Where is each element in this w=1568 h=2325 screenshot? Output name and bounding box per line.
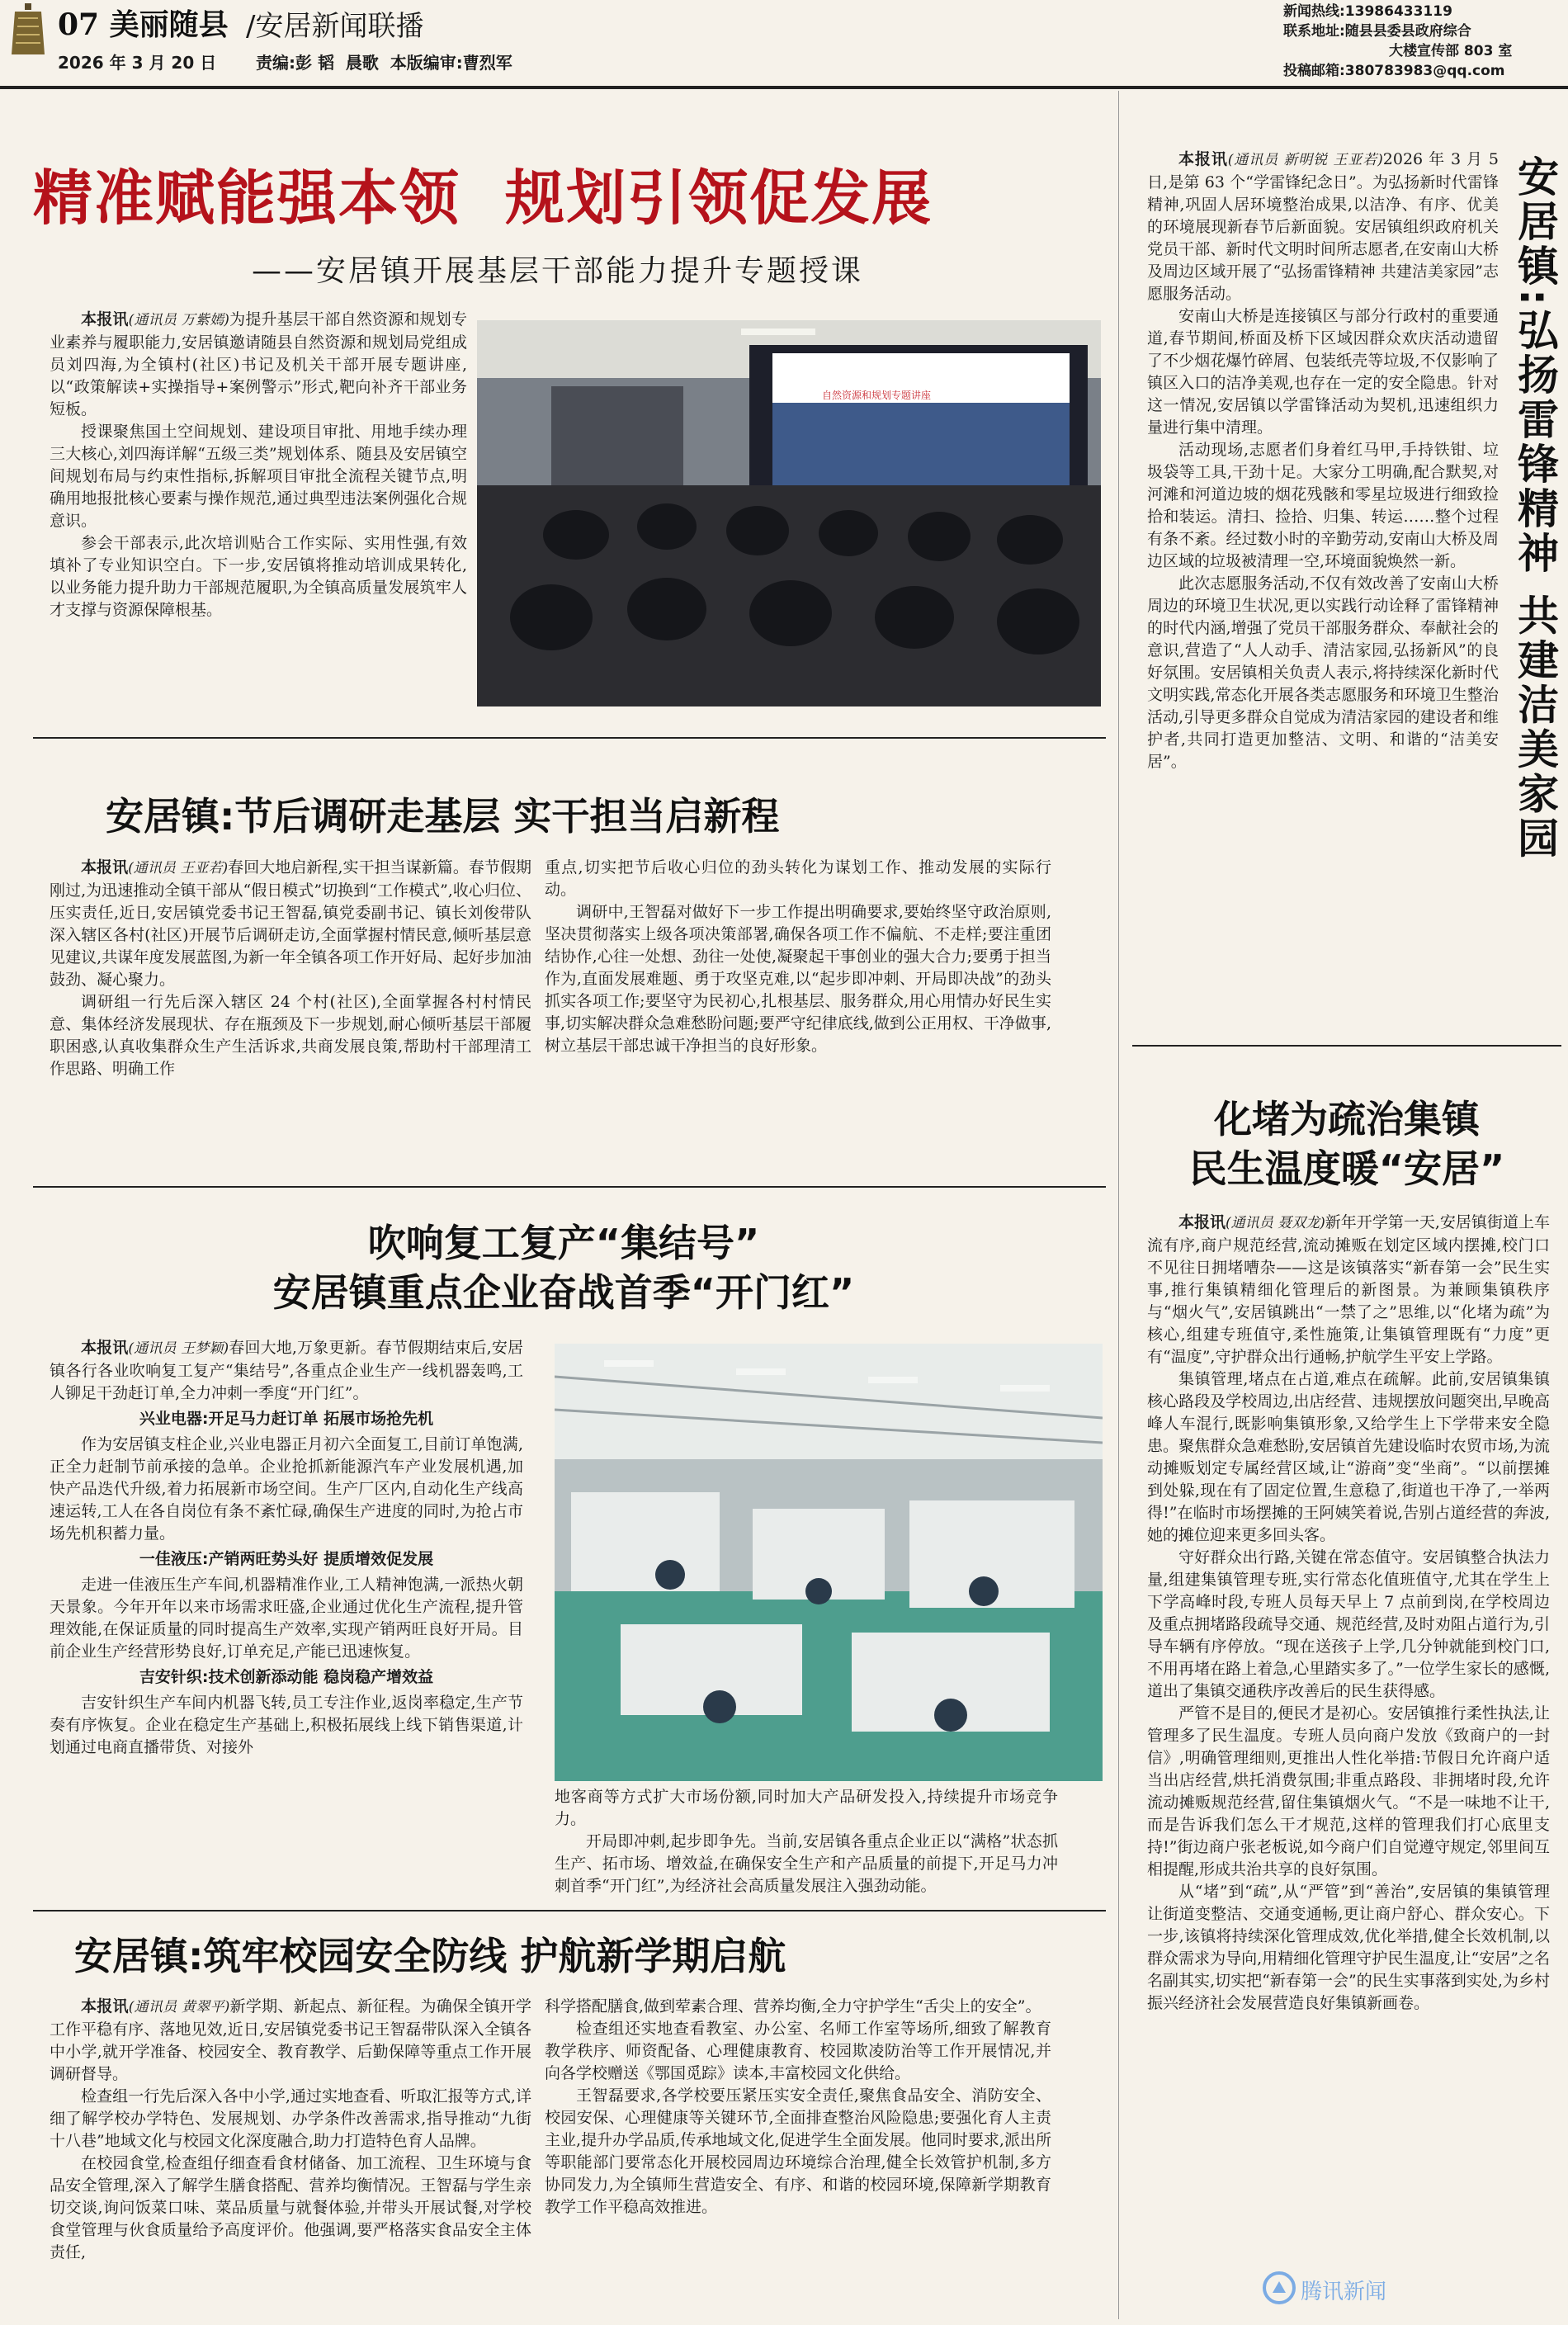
article1-paragraph: 本报讯(通讯员 万紫嫣)为提升基层干部自然资源和规划专业素养与履职能力,安居镇邀请随县自然资源和规划局党组成员刘四海,为全镇村(社区)书记及机关干部开展专题讲座,以“政策解读+实操指导+案例警示”形式,靶向补齐干部业务短板。	[50, 310, 467, 418]
article4-paragraph: 检查组一行先后深入各中小学,通过实地查看、听取汇报等方式,详细了解学校办学特色、发展规划、办学条件改善需求,指导推动“九街十八巷”地域文化与校园文化深度融合,助力打造特色育人品牌。	[50, 2087, 531, 2150]
section-rule	[1132, 1045, 1561, 1047]
article2-title: 安居镇:节后调研走基层 实干担当启新程	[106, 794, 780, 839]
article3-intro: 本报讯(通讯员 王梦颖)春回大地,万象更新。春节假期结束后,安居镇各行各业吹响复工复产“集结号”,各重点企业生产一线机器轰鸣,工人铆足干劲赶订单,全力冲刺一季度“开门红”。	[50, 1339, 523, 1402]
article6-paragraph: 从“堵”到“疏”,从“严管”到“善治”,安居镇的集镇管理让街道变整洁、交通变通畅,更让商户舒心、群众安心。下一步,该镇将持续深化管理成效,优化举措,健全长效机制,以群众需求为导向,用精细化管理守护民生温度,让“安居”之名名副其实,切实把“新春第一会”的民生实事落到实处,为乡村振兴经济社会发展营造良好集镇新画卷。	[1147, 1883, 1550, 2012]
article3-subhead: 吉安针织:技术创新添动能 稳岗稳产增效益	[139, 1668, 434, 1686]
article6-paragraph: 本报讯(通讯员 聂双龙)新年开学第一天,安居镇街道上车流有序,商户规范经营,流动摊贩在划定区域内摆摊,校门口不见往日拥堵嘈杂——这是该镇落实“新春第一会”民生实事,推行集镇精细化管理后的新图景。为兼顾集镇秩序与“烟火气”,安居镇跳出“一禁了之”思维,以“化堵为疏”为核心,组建专班值守,柔性施策,让集镇管理既有“力度”更有“温度”,守护群众出行通畅,护航学生平安上学路。	[1147, 1213, 1550, 1366]
article5-paragraph: 活动现场,志愿者们身着红马甲,手持铁钳、垃圾袋等工具,干劲十足。大家分工明确,配合默契,对河滩和河道边坡的烟花残骸和零星垃圾进行细致捡拾和装运。清扫、捡拾、归集、转运……整个过程有条不紊。经过数小时的辛勤劳动,安南山大桥及周边区域的垃圾被清理一空,环境面貌焕然一新。	[1147, 441, 1499, 570]
section-rule	[33, 1910, 1106, 1912]
hotline: 新闻热线:13986433119	[1283, 3, 1452, 20]
section-rule	[33, 1186, 1106, 1188]
article6-body	[1147, 1212, 1550, 2319]
article1-body	[50, 309, 467, 718]
article5-paragraph: 本报讯(通讯员 新明锐 王亚若)2026 年 3 月 5 日,是第 63 个“学雷锋纪念日”。为弘扬新时代雷锋精神,巩固人居环境整治成果,以洁净、有序、优美的环境展现新春节后新面貌。安居镇组织政府机关党员干部、新时代文明时间所志愿者,在安南山大桥及周边区域开展了“弘扬雷锋精神 共建洁美家园”志愿服务活动。	[1147, 150, 1499, 303]
article3-title-line1: 吹响复工复产“集结号”	[367, 1221, 760, 1265]
article5-paragraph: 此次志愿服务活动,不仅有效改善了安南山大桥周边的环境卫生状况,更以实践行动诠释了雷锋精神的时代内涵,增强了党员干部服务群众、奉献社会的意识,营造了“人人动手、清洁家园,弘扬新风”的良好氛围。安居镇相关负责人表示,将持续深化新时代文明实践,常态化开展各类志愿服务和环境卫生整治活动,引导更多群众自觉成为清洁家园的建设者和维护者,共同打造更加整洁、文明、和谐的“洁美安居”。	[1147, 574, 1499, 771]
column-name: /安居新闻联播	[246, 10, 424, 43]
article6-title-line1: 化堵为疏治集镇	[1214, 1097, 1480, 1141]
article3-col2	[555, 1786, 1058, 1900]
article3-paragraph: 开局即冲刺,起步即争先。当前,安居镇各重点企业正以“满格”状态抓生产、拓市场、增效益,在确保安全生产和产品质量的前提下,开足马力冲刺首季“开门红”,为经济社会高质量发展注入强劲动能。	[555, 1832, 1058, 1895]
article3-paragraph: 吉安针织生产车间内机器飞转,员工专注作业,返岗率稳定,生产节奏有序恢复。企业在稳定生产基础上,积极拓展线上线下销售渠道,计划通过电商直播带货、对接外	[50, 1694, 523, 1756]
article5-body	[1147, 149, 1499, 1015]
column-divider	[1118, 91, 1119, 2319]
address-line2: 大楼宣传部 803 室	[1389, 43, 1513, 59]
article1-photo-lecture	[477, 320, 1101, 706]
article5-paragraph: 安南山大桥是连接镇区与部分行政村的重要通道,春节期间,桥面及桥下区域因群众欢庆活动遗留了不少烟花爆竹碎屑、包装纸壳等垃圾,不仅影响了镇区入口的洁净美观,也存在一定的安全隐患。针对这一情况,安居镇以学雷锋活动为契机,迅速组织力量进行集中清理。	[1147, 307, 1499, 437]
tencent-news-icon	[1263, 2271, 1296, 2304]
article1-paragraph: 参会干部表示,此次培训贴合工作实际、实用性强,有效填补了专业知识空白。下一步,安居镇将推动培训成果转化,以业务能力提升助力干部规范履职,为全镇高质量发展筑牢人才支撑与资源保障根基。	[50, 534, 467, 619]
article2-paragraph: 调研中,王智磊对做好下一步工作提出明确要求,要始终坚守政治原则,坚决贯彻落实上级各项决策部署,确保各项工作不偏航、不走样;要注重团结协作,心往一处想、劲往一处使,凝聚起干事创业的强大合力;要勇于担当作为,直面发展难题、勇于攻坚克难,以“起步即冲刺、开局即决战”的劲头抓实各项工作;要坚守为民初心,扎根基层、服务群众,用心用情办好民生实事,切实解决群众急难愁盼问题;要严守纪律底线,做到公正用权、干净做事,树立基层干部忠诚干净担当的良好形象。	[545, 903, 1051, 1055]
lecture-hall-scene	[477, 320, 1101, 706]
article2-paragraph: 调研组一行先后深入辖区 24 个村(社区),全面掌握各村村情民意、集体经济发展现状、存在瓶颈及下一步规划,耐心倾听基层干部履职困惑,认真收集群众生产生活诉求,共商发展良策,帮助村干部理清工作思路、明确工作	[50, 993, 531, 1078]
contact-block	[1283, 2, 1512, 81]
article3-subhead: 兴业电器:开足马力赶订单 拓展市场抢先机	[139, 1410, 434, 1428]
article2-col2	[545, 857, 1051, 1177]
article4-paragraph: 在校园食堂,检查组仔细查看食材储备、加工流程、卫生环境与食品安全管理,深入了解学生膳食搭配、营养均衡情况。王智磊与学生亲切交谈,询问饭菜口味、菜品质量与就餐体验,并带头开展试餐,对学校食堂管理与伙食质量给予高度评价。他强调,要严格落实食品安全主体责任,	[50, 2154, 531, 2261]
article1-paragraph: 授课聚焦国土空间规划、建设项目审批、用地手续办理三大核心,刘四海详解“五级三类”规划体系、随县及安居镇空间规划布局与约束性指标,拆解项目审批全流程关键节点,明确用地报批核心要素与操作规范,通过典型违法案例强化合规意识。	[50, 423, 467, 530]
article1-subtitle: ——安居镇开展基层干部能力提升专题授课	[252, 254, 864, 288]
article6-title-line2: 民生温度暖“安居”	[1188, 1146, 1505, 1191]
issue-date: 2026 年 3 月 20 日	[58, 53, 217, 73]
watermark-text: 腾讯新闻	[1301, 2280, 1387, 2304]
article1-title: 精准赋能强本领 规划引领促发展	[33, 163, 933, 233]
article2-col1	[50, 857, 531, 1177]
email: 投稿邮箱:380783983@qq.com	[1283, 63, 1505, 79]
article3-title-line2: 安居镇重点企业奋战首季“开门红”	[272, 1270, 855, 1315]
article3-col1	[50, 1337, 523, 1855]
article4-col1	[50, 1996, 531, 2319]
article4-col2	[545, 1996, 1051, 2319]
article3-subhead: 一佳液压:产销两旺势头好 提质增效促发展	[139, 1550, 434, 1568]
projector-screen-text: 自然资源和规划专题讲座	[822, 390, 932, 401]
article6-paragraph: 守好群众出行路,关键在常态值守。安居镇整合执法力量,组建集镇管理专班,实行常态化值班值守,尤其在学生上下学高峰时段,专班人员每天早上 7 点前到岗,在学校周边及重点拥堵路段疏导交通、规范经营,及时劝阻占道行为,引导车辆有序停放。“现在送孩子上学,几分钟就能到校门口,不用再堵在路上着急,心里踏实多了。”一位学生家长的感慨,道出了集镇交通秩序改善后的民生获得感。	[1147, 1548, 1550, 1700]
bell-logo-icon	[10, 3, 46, 56]
article3-photo-factory	[555, 1344, 1103, 1781]
article3-paragraph: 地客商等方式扩大市场份额,同时加大产品研发投入,持续提升市场竞争力。	[555, 1788, 1058, 1828]
article6-paragraph: 集镇管理,堵点在占道,难点在疏解。此前,安居镇集镇核心路段及学校周边,出店经营、违规摆放问题突出,早晚高峰人车混行,既影响集镇形象,又给学生上下学带来安全隐患。聚焦群众急难愁盼,安居镇首先建设临时农贸市场,为流动摊贩划定专属经营区域,让“游商”变“坐商”。“以前摆摊到处躲,现在有了固定位置,生意稳了,街道也干净了,一举两得!”在临时市场摆摊的王阿姨笑着说,告别占道经营的奔波,她的摊位迎来更多回头客。	[1147, 1370, 1550, 1544]
editors-line: 责编:彭 韬 晨歌 本版编审:曹烈军	[256, 53, 512, 73]
article4-title: 安居镇:筑牢校园安全防线 护航新学期启航	[74, 1934, 786, 1978]
address-line1: 联系地址:随县县委县政府综合	[1283, 23, 1471, 40]
article3-paragraph: 作为安居镇支柱企业,兴业电器正月初六全面复工,目前订单饱满,正全力赶制节前承接的急单。企业抢抓新能源汽车产业发展机遇,加快产品迭代升级,着力拓展新市场空间。生产厂区内,自动化生产线高速运转,工人在各自岗位有条不紊忙碌,确保生产进度的同时,为抢占市场先机积蓄力量。	[50, 1435, 523, 1543]
article4-paragraph: 本报讯(通讯员 黄翠平)新学期、新起点、新征程。为确保全镇开学工作平稳有序、落地见效,近日,安居镇党委书记王智磊带队深入全镇各中小学,就开学准备、校园安全、教育教学、后勤保障等重点工作开展调研督导。	[50, 1997, 531, 2083]
article4-paragraph: 科学搭配膳食,做到荤素合理、营养均衡,全力守护学生“舌尖上的安全”。	[545, 1997, 1041, 2015]
masthead	[0, 0, 1568, 91]
factory-floor-scene	[555, 1344, 1103, 1781]
article2-paragraph: 本报讯(通讯员 王亚若)春回大地启新程,实干担当谋新篇。春节假期刚过,为迅速推动全镇干部从“假日模式”切换到“工作模式”,收心归位、压实责任,近日,安居镇党委书记王智磊,镇党委副书记、镇长刘俊带队深入辖区各村(社区)开展节后调研走访,全面掌握村情民意,倾听基层意见建议,共谋年度发展蓝图,为新一年全镇各项工作开好局、起好步加油鼓劲、凝心聚力。	[50, 858, 531, 989]
page-label: 07 美丽随县	[58, 7, 229, 42]
article5-title: 安居镇:弘扬雷锋精神 共建洁美家园	[1511, 155, 1559, 862]
article6-paragraph: 严管不是目的,便民才是初心。安居镇推行柔性执法,让管理多了民生温度。专班人员向商户发放《致商户的一封信》,明确管理细则,更推出人性化举措:节假日允许商户适当出店经营,烘托消费氛围;非重点路段、非拥堵时段,允许流动摊贩规范经营,留住集镇烟火气。“不是一味地不让干,而是告诉我们怎么干才规范,这样的管理我们打心底里支持!”街边商户张老板说,如今商户们自觉遵守规定,邻里间互相提醒,形成共治共享的良好氛围。	[1147, 1704, 1550, 1878]
article4-paragraph: 王智磊要求,各学校要压紧压实安全责任,聚焦食品安全、消防安全、校园安保、心理健康等关键环节,全面排查整治风险隐患;要强化育人主责主业,提升办学品质,传承地域文化,促进学生全面发展。他同时要求,派出所等职能部门要常态化开展校园周边环境综合治理,健全长效管护机制,多方协同发力,为全镇师生营造安全、有序、和谐的校园环境,保障新学期教育教学工作平稳高效推进。	[545, 2086, 1051, 2216]
article4-paragraph: 检查组还实地查看教室、办公室、名师工作室等场所,细致了解教育教学秩序、师资配备、心理健康教育、校园欺凌防治等工作开展情况,并向各学校赠送《鄂国觅踪》读本,丰富校园文化供给。	[545, 2020, 1051, 2082]
article3-paragraph: 走进一佳液压生产车间,机器精准作业,工人精神饱满,一派热火朝天景象。今年开年以来市场需求旺盛,企业通过优化生产流程,提升管理效能,在保证质量的同时提高生产效率,实现产销两旺良好开局。目前企业生产经营形势良好,订单充足,产能已迅速恢复。	[50, 1576, 523, 1661]
article2-paragraph: 重点,切实把节后收心归位的劲头转化为谋划工作、推动发展的实际行动。	[545, 858, 1051, 899]
masthead-rule	[0, 86, 1568, 89]
section-rule	[33, 737, 1106, 739]
